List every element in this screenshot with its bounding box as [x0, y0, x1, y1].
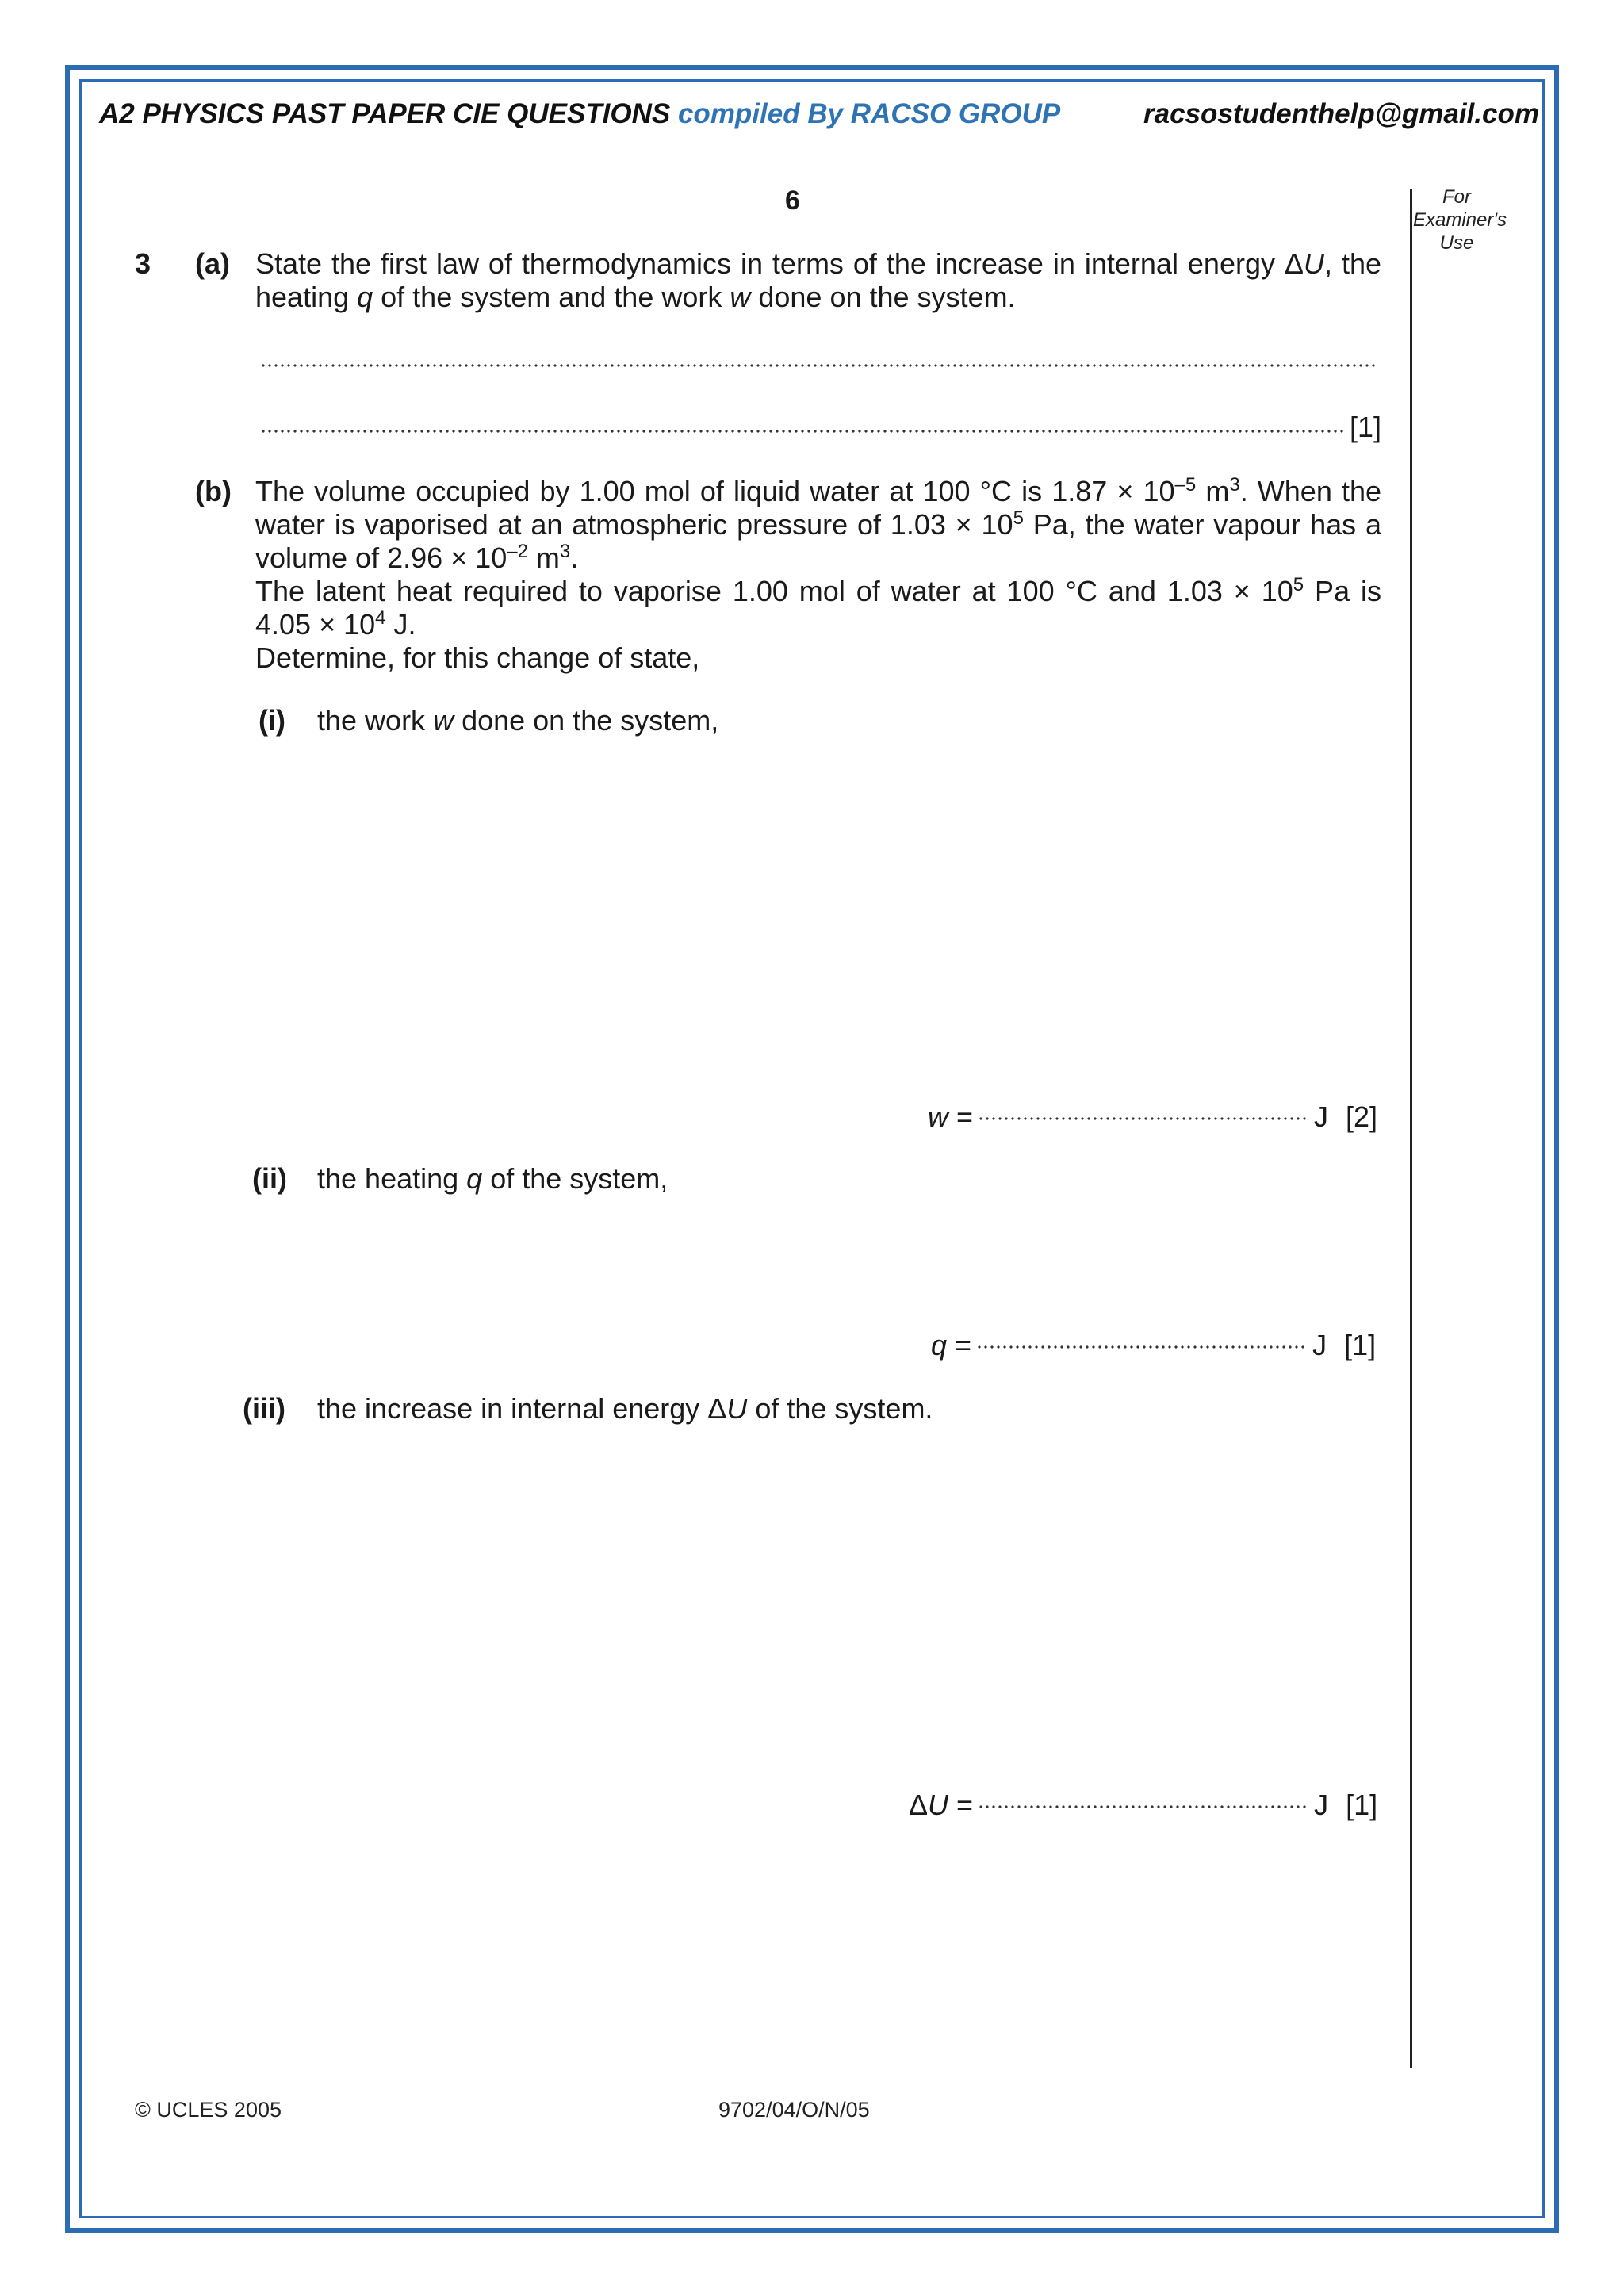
- footer-copyright: © UCLES 2005: [135, 2098, 282, 2122]
- answer-w-mark: [2]: [1346, 1100, 1378, 1133]
- page-number: 6: [785, 186, 800, 216]
- answer-du-mark: [1]: [1346, 1789, 1378, 1821]
- part-b-i-text: the work w done on the system,: [317, 704, 719, 737]
- answer-du-unit: J: [1314, 1789, 1329, 1821]
- header-title-main: A2 PHYSICS PAST PAPER CIE QUESTIONS: [99, 98, 678, 129]
- header-title: [99, 98, 1060, 130]
- examiner-line-3: Use: [1439, 232, 1474, 254]
- part-a-mark: [1]: [1350, 411, 1382, 443]
- part-a-label: (a): [195, 247, 230, 280]
- examiner-line-2: Examiner's: [1413, 209, 1507, 231]
- part-b-i-label: (i): [259, 704, 285, 737]
- part-b-label: (b): [195, 475, 232, 507]
- part-b-line-6: Determine, for this change of state,: [255, 641, 700, 674]
- part-b-ii-text: the heating q of the system,: [317, 1162, 668, 1195]
- footer-code: 9702/04/O/N/05: [718, 2098, 870, 2122]
- part-a-line-1: State the first law of thermodynamics in terms of the increase in internal energy ΔU, the: [255, 247, 1381, 280]
- part-b-line-5: $4.05 \times 10^4$ J.: [255, 607, 416, 641]
- answer-line-a-1[interactable]: [260, 364, 1378, 367]
- answer-line-a-2[interactable]: [260, 430, 1345, 433]
- answer-q-row: q = J [1]: [931, 1329, 1377, 1361]
- part-b-text: [255, 475, 1381, 675]
- header-title-accent: compiled By RACSO GROUP: [677, 98, 1061, 129]
- answer-q-field[interactable]: [976, 1345, 1308, 1349]
- question-number: 3: [135, 247, 151, 280]
- part-b-iii-label: (iii): [243, 1392, 285, 1425]
- part-b-iii-text: the increase in internal energy ΔU of the system.: [317, 1392, 933, 1425]
- answer-q-mark: [1]: [1344, 1329, 1377, 1361]
- part-a-line-2: heating q of the system and the work w done on the system.: [255, 281, 1016, 313]
- page-border-inner: [79, 79, 1545, 2218]
- examiner-margin-label: [1413, 186, 1507, 254]
- answer-w-field[interactable]: [978, 1117, 1309, 1120]
- examiner-margin-line: [1410, 189, 1412, 2068]
- answer-w-unit: J: [1314, 1100, 1329, 1133]
- answer-q-unit: J: [1312, 1329, 1327, 1361]
- answer-du-var: U: [928, 1789, 949, 1821]
- answer-q-var: q: [931, 1329, 948, 1361]
- header-email: racsostudenthelp@gmail.com: [1143, 98, 1539, 129]
- answer-w-var: w: [928, 1100, 948, 1133]
- answer-w-row: w = J [2]: [928, 1100, 1378, 1133]
- examiner-line-1: For: [1442, 186, 1471, 208]
- part-b-line-4: The latent heat required to vaporise 1.00 mol of water at 100 °C and $1.03 \times 10^5$ Pa is: [255, 574, 1381, 607]
- part-a-text: [255, 247, 1381, 314]
- part-b-line-3: volume of $2.96 \times 10^{-2}$ $m^3$.: [255, 541, 579, 574]
- answer-du-field[interactable]: [978, 1805, 1309, 1808]
- answer-du-row: ΔU = J [1]: [909, 1789, 1378, 1821]
- part-b-ii-label: (ii): [252, 1162, 287, 1195]
- part-b-line-2: water is vaporised at an atmospheric pressure of $1.03 \times 10^5$ Pa, the water vapour has a: [255, 507, 1382, 541]
- part-b-line-1: The volume occupied by 1.00 mol of liquid water at 100 °C is $1.87 \times 10^{-5}$ $m^3$. When the: [255, 474, 1381, 507]
